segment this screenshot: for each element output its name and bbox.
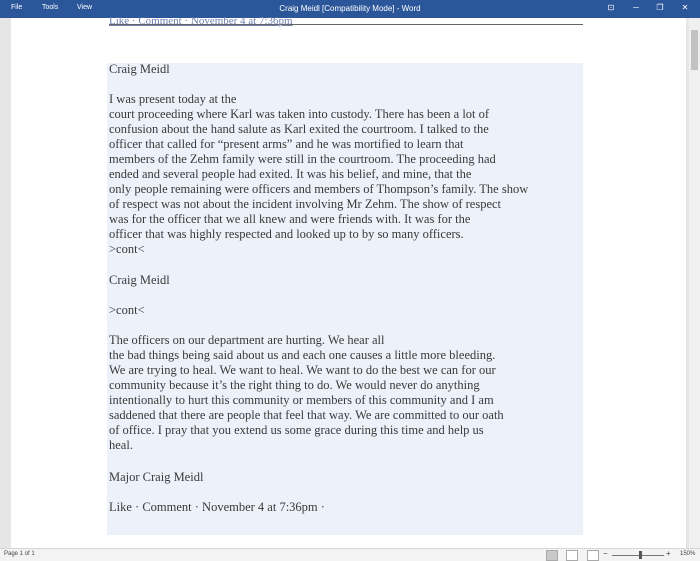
vertical-scrollbar[interactable] xyxy=(689,18,700,548)
window-title: Craig Meidl [Compatibility Mode] - Word xyxy=(279,4,421,13)
scrollbar-thumb[interactable] xyxy=(691,30,698,70)
zoom-out-icon[interactable]: − xyxy=(603,549,608,558)
paragraph-line: heal. xyxy=(109,438,133,452)
paragraph-line: The officers on our department are hurting. We hear all xyxy=(109,333,385,347)
paragraph-line: We are trying to heal. We want to heal. We want to do the best we can for our xyxy=(109,363,496,377)
author-name: Craig Meidl xyxy=(109,62,170,76)
restore-icon[interactable]: ❐ xyxy=(656,3,664,12)
paragraph-line: of office. I pray that you extend us some grace during this time and help us xyxy=(109,423,484,437)
zoom-slider[interactable] xyxy=(612,555,664,556)
minimize-icon[interactable]: ─ xyxy=(633,3,639,12)
top-actions-link[interactable]: Like · Comment · November 4 at 7:36pm xyxy=(109,15,293,27)
paragraph-line: ended and several people had exited. It was his belief, and mine, that the xyxy=(109,167,472,181)
paragraph-line: officer that was highly respected and looked up to by so many officers. xyxy=(109,227,464,241)
paragraph-line: members of the Zehm family were still in the courtroom. The proceeding had xyxy=(109,152,496,166)
print-layout-icon[interactable] xyxy=(566,550,578,561)
paragraph-line: court proceeding where Karl was taken into custody. There has been a lot of xyxy=(109,107,490,121)
paragraph-line: I was present today at the xyxy=(109,92,237,106)
status-bar xyxy=(0,548,700,561)
paragraph-line: of respect was not about the incident involving Mr Zehm. The show of respect xyxy=(109,197,502,211)
read-mode-icon[interactable] xyxy=(546,550,558,561)
signature: Major Craig Meidl xyxy=(109,470,204,484)
zoom-level[interactable]: 150% xyxy=(680,551,696,557)
web-layout-icon[interactable] xyxy=(587,550,599,561)
paragraph-line: >cont< xyxy=(109,242,145,256)
paragraph-line: confusion about the hand salute as Karl exited the courtroom. I talked to the xyxy=(109,122,489,136)
document-area xyxy=(0,15,700,548)
ribbon-display-icon[interactable]: ⊡ xyxy=(607,3,615,12)
paragraph-line: intentionally to hurt this community or members of this community and I am xyxy=(109,393,494,407)
menu-tools[interactable]: Tools xyxy=(42,4,59,11)
paragraph-line: was for the officer that we all knew and were friends with. It was for the xyxy=(109,212,471,226)
zoom-in-icon[interactable]: + xyxy=(666,549,671,558)
menu-file[interactable]: File xyxy=(11,4,23,11)
zoom-slider-handle[interactable] xyxy=(639,551,642,559)
author-name: Craig Meidl xyxy=(109,273,170,287)
paragraph-line: officer that called for “present arms” and he was mortified to learn that xyxy=(109,137,464,151)
page-count: Page 1 of 1 xyxy=(4,551,35,557)
paragraph-line: the bad things being said about us and each one causes a little more bleeding. xyxy=(109,348,496,362)
paragraph-line: only people remaining were officers and members of Thompson’s family. The show xyxy=(109,182,529,196)
title-bar xyxy=(0,0,700,18)
continuation-marker: >cont< xyxy=(109,303,145,317)
paragraph-line: community because it’s the right thing to do. We would never do anything xyxy=(109,378,480,392)
menu-view[interactable]: View xyxy=(77,4,93,11)
bottom-actions: Like · Comment · November 4 at 7:36pm · xyxy=(109,500,325,514)
close-icon[interactable]: ✕ xyxy=(681,3,689,12)
paragraph-line: saddened that there are people that feel that way. We are committed to our oath xyxy=(109,408,504,422)
